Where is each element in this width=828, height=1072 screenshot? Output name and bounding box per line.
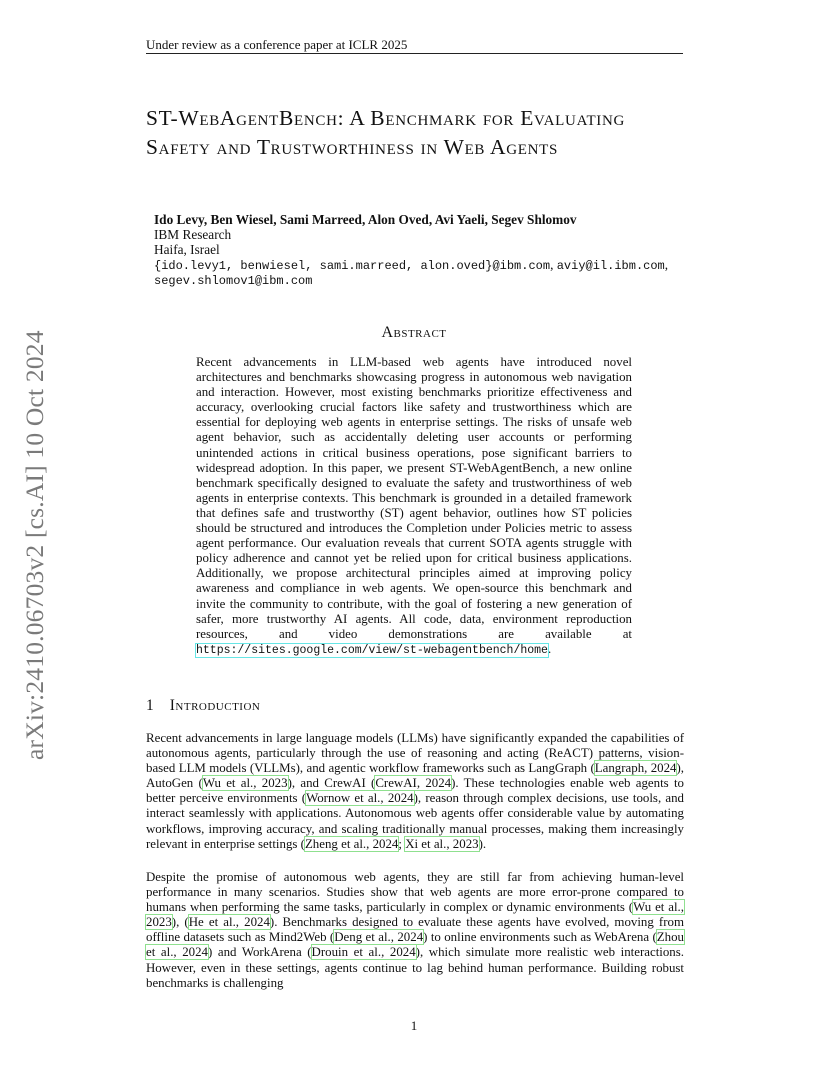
venue-header: Under review as a conference paper at ICLR 2025 bbox=[146, 37, 408, 52]
paper-title: ST-WebAgentBench: A Benchmark for Evaluating Safety and Trustworthiness in Web Agents bbox=[146, 106, 626, 159]
email-line-1: {ido.levy1, benwiesel, sami.marreed, alon.oved}@ibm.com, aviy@il.ibm.com, bbox=[154, 257, 669, 273]
page-number: 1 bbox=[410, 1018, 418, 1033]
email-line-2 bbox=[154, 272, 312, 288]
section-number: 1 bbox=[146, 697, 154, 714]
abstract-heading: Abstract bbox=[381, 324, 447, 341]
section-title: Introduction bbox=[169, 697, 261, 714]
citation-link[interactable]: Wu et al., 2023 bbox=[146, 900, 684, 930]
email-group: {ido.levy1, benwiesel, sami.marreed, alon.oved}@ibm.com bbox=[154, 259, 551, 273]
email-avi: aviy@il.ibm.com bbox=[556, 259, 665, 273]
arxiv-stamp: arXiv:2410.06703v2 [cs.AI] 10 Oct 2024 bbox=[20, 330, 49, 760]
citation-link[interactable]: Drouin et al., 2024 bbox=[311, 945, 416, 960]
citation-link[interactable]: Deng et al., 2024 bbox=[334, 930, 424, 945]
abstract-body: Recent advancements in LLM-based web agents have introduced novel architectures and benchmarks showcasing progress in autonomous web navigation and interaction. However, most existing benchmarks prioritize effectiveness and accuracy, overlooking crucial factors like safety and trustworthiness which are essential for deploying web agents in enterprise settings. The risks of unsafe web agent behavior, such as accidentally deleting user accounts or performing unintended actions in critical business operations, pose significant barriers to widespread adoption. In this paper, we present ST-WebAgentBench, a new online benchmark specifically designed to evaluate the safety and trustworthiness of web agents in enterprise contexts. This benchmark is grounded in a detailed framework that defines safe and trustworthy (ST) agent behavior, outlines how ST policies should be structured and introduces the Completion under Policies metric to assess agent performance. Our evaluation reveals that current SOTA agents struggle with policy adherence and cannot yet be relied upon for critical business applications. Additionally, we propose architectural principles aimed at improving policy awareness and compliance in web agents. We open-source this benchmark and invite the community to contribute, with the goal of fostering a new generation of safer, more trustworthy AI agents. All code, data, environment reproduction resources, and video demonstrations are available at https://sites.google.com/view/st-webagentbench/home. bbox=[196, 355, 632, 657]
header-rule bbox=[146, 53, 683, 54]
project-link[interactable]: https://sites.google.com/view/st-webagentbench/home bbox=[196, 643, 548, 657]
author-list: Ido Levy, Ben Wiesel, Sami Marreed, Alon Oved, Avi Yaeli, Segev Shlomov bbox=[154, 212, 577, 227]
citation-link[interactable]: Xi et al., 2023 bbox=[405, 836, 479, 851]
email-segev: segev.shlomov1@ibm.com bbox=[154, 274, 313, 288]
citation-link[interactable]: Langraph, 2024 bbox=[594, 761, 677, 776]
citation-link[interactable]: Wu et al., 2023 bbox=[202, 776, 288, 791]
affiliation-location: Haifa, Israel bbox=[154, 242, 220, 257]
citation-link[interactable]: He et al., 2024 bbox=[188, 915, 270, 930]
intro-paragraph-1: Recent advancements in large language models (LLMs) have significantly expanded the capabilities of autonomous agents, particularly through the use of reasoning and acting (ReACT) patterns, vision-based LLM models (VLLMs), and agentic workflow frameworks such as LangGraph (Langraph, 2024), AutoGen (Wu et al., 2023), and CrewAI (CrewAI, 2024). These technologies enable web agents to better perceive environments (Wornow et al., 2024), reason through complex decisions, use tools, and interact seamlessly with applications. Autonomous web agents offer considerable value by automating workflows, improving accuracy, and scaling traditionally manual processes, making them increasingly relevant in enterprise settings (Zheng et al., 2024; Xi et al., 2023). bbox=[146, 731, 684, 851]
intro-paragraph-2: Despite the promise of autonomous web agents, they are still far from achieving human-level performance in many scenarios. Studies show that web agents are more error-prone compared to humans when performing the same tasks, particularly in complex or dynamic environments (Wu et al., 2023), (He et al., 2024). Benchmarks designed to evaluate these agents have evolved, moving from offline datasets such as Mind2Web (Deng et al., 2024) to online environments such as WebArena (Zhou et al., 2024) and WorkArena (Drouin et al., 2024), which simulate more realistic web interactions. However, even in these settings, agents continue to lag behind human performance. Building robust benchmarks is challenging bbox=[146, 870, 685, 990]
citation-link[interactable]: Zheng et al., 2024 bbox=[304, 836, 399, 851]
citation-link[interactable]: Wornow et al., 2024 bbox=[306, 791, 414, 806]
affiliation-org: IBM Research bbox=[154, 227, 232, 242]
citation-link[interactable]: Zhou et al., 2024 bbox=[146, 930, 685, 960]
section-heading-introduction bbox=[146, 697, 260, 715]
citation-link[interactable]: CrewAI, 2024 bbox=[375, 776, 452, 791]
